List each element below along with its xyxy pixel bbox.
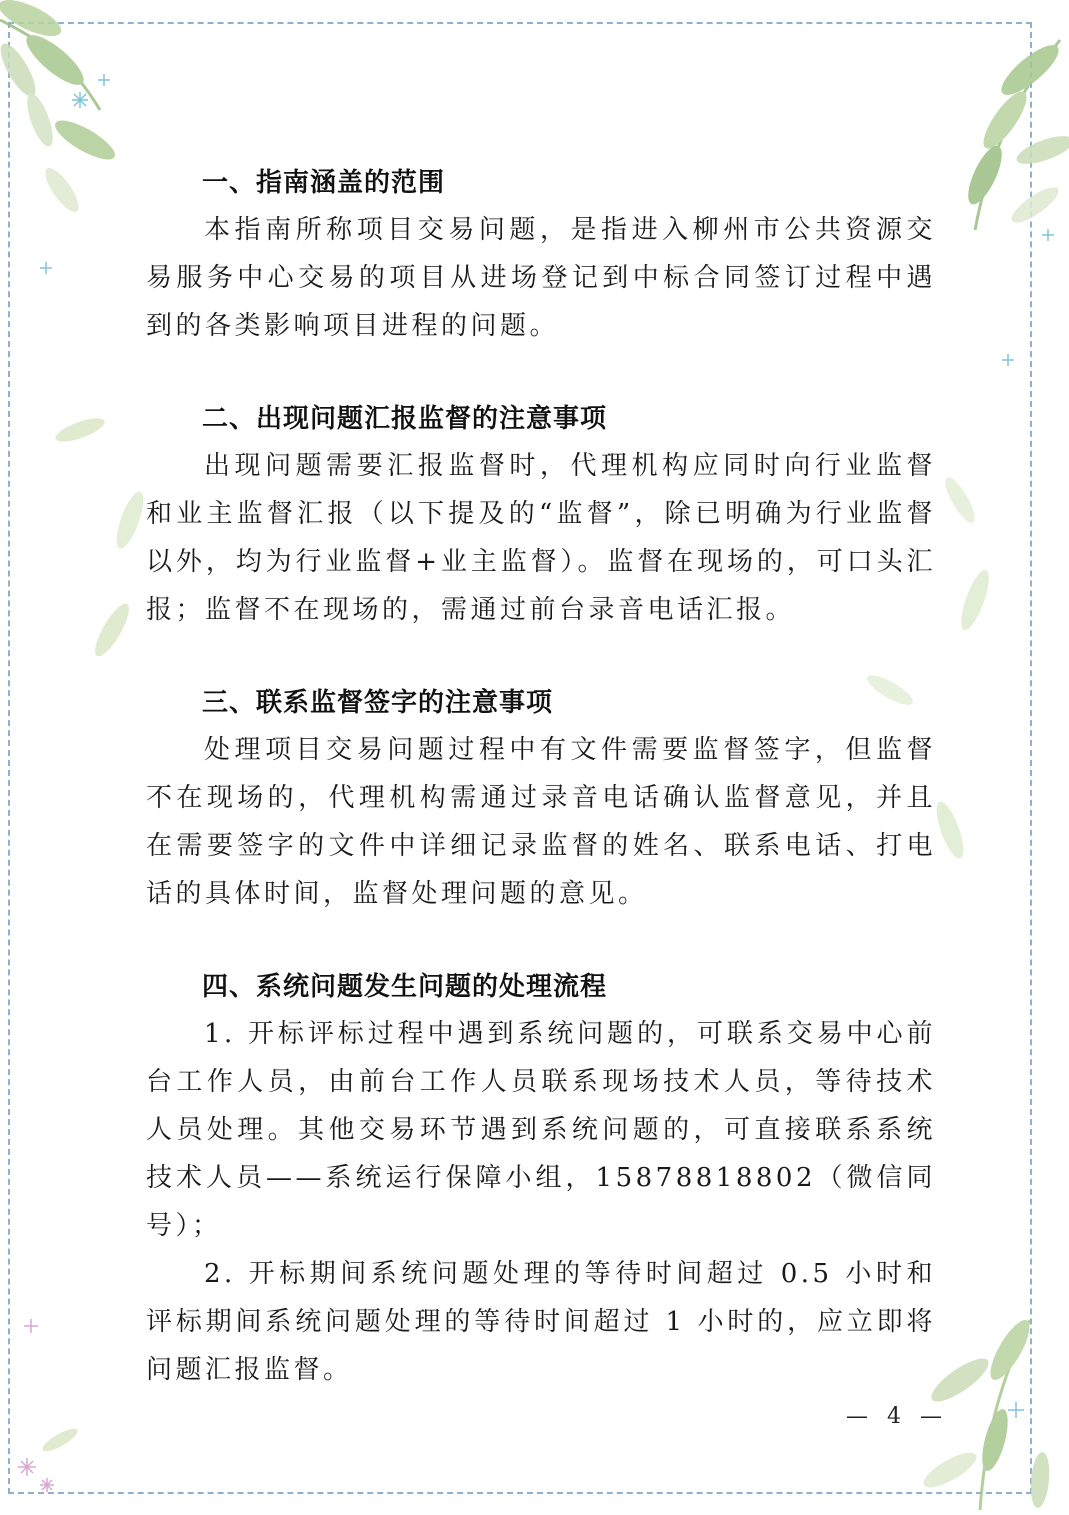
section-paragraph: 本指南所称项目交易问题，是指进入柳州市公共资源交易服务中心交易的项目从进场登记到中标合同签订过程中遇到的各类影响项目进程的问题。 xyxy=(146,215,936,341)
document-body xyxy=(146,160,936,1440)
section-paragraph: 处理项目交易问题过程中有文件需要监督签字，但监督不在现场的，代理机构需通过录音电话确认监督意见，并且在需要签字的文件中详细记录监督的姓名、联系电话、打电话的具体时间，监督处理问题的意见。 xyxy=(146,735,936,909)
section-paragraph: 1. 开标评标过程中遇到系统问题的，可联系交易中心前台工作人员，由前台工作人员联系现场技术人员，等待技术人员处理。其他交易环节遇到系统问题的，可直接联系系统技术人员——系统运行保障小组，15878818802（微信同号）； xyxy=(146,1019,936,1241)
top-left-leaves-icon xyxy=(0,0,120,216)
section-system-issues xyxy=(146,964,936,1394)
section-paragraph: 出现问题需要汇报监督时，代理机构应同时向行业监督和业主监督汇报（以下提及的“监督”，除已明确为行业监督以外，均为行业监督+业主监督）。监督在现场的，可口头汇报；监督不在现场的，需通过前台录音电话汇报。 xyxy=(146,451,936,625)
top-right-leaves-icon xyxy=(962,38,1069,230)
bottom-left-flowers-icon xyxy=(18,1319,80,1492)
section-heading: 二、出现问题汇报监督的注意事项 xyxy=(202,404,608,434)
section-heading: 三、联系监督签字的注意事项 xyxy=(202,688,554,718)
page-number: — 4 — xyxy=(846,1404,948,1429)
section-paragraph: 2. 开标期间系统问题处理的等待时间超过 0.5 小时和评标期间系统问题处理的等待时间超过 1 小时的，应立即将问题汇报监督。 xyxy=(146,1259,936,1385)
section-scope xyxy=(146,160,936,350)
section-heading: 四、系统问题发生问题的处理流程 xyxy=(202,972,608,1002)
section-signature xyxy=(146,680,936,918)
section-heading: 一、指南涵盖的范围 xyxy=(202,168,446,198)
section-reporting xyxy=(146,396,936,634)
